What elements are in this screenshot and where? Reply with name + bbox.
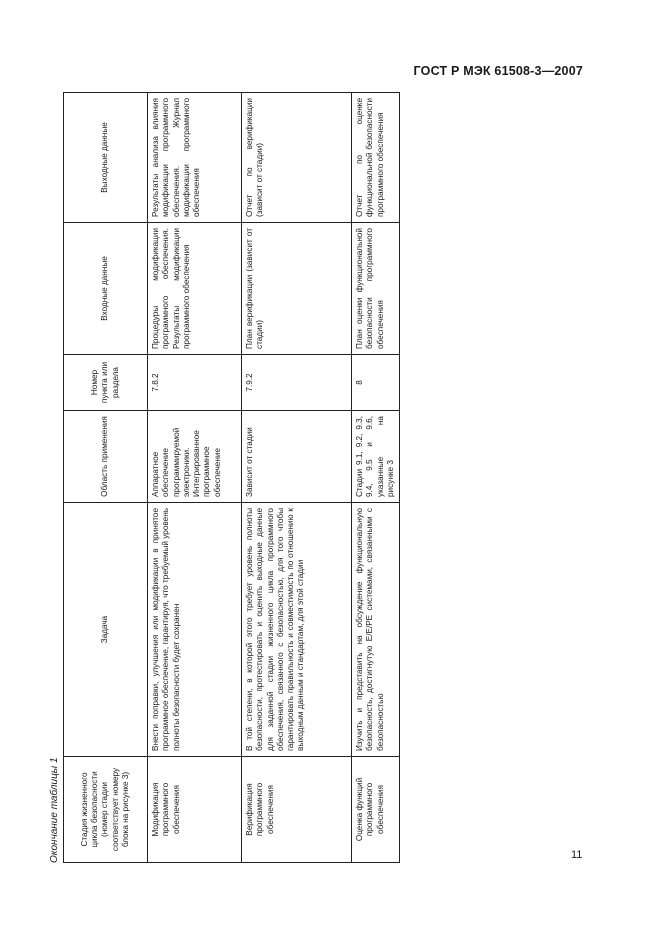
cell-clause: 7.9.2 [242, 355, 352, 411]
header-clause: Номер пункта или раздела [64, 355, 148, 411]
cell-clause: 8 [352, 355, 400, 411]
lifecycle-table [63, 92, 400, 863]
cell-stage: Модификация программного обеспечения [148, 757, 242, 863]
cell-inputs: План оценки функциональной безопасности программного обеспечения [352, 223, 400, 355]
cell-scope: Зависит от стадии [242, 411, 352, 503]
table-header-row [64, 93, 148, 863]
cell-outputs: Отчет по верификации (зависит от стадии) [242, 93, 352, 223]
header-scope: Область применения [64, 411, 148, 503]
cell-clause: 7.8.2 [148, 355, 242, 411]
cell-scope: Стадии 9.1, 9.2, 9.3, 9.4, 9.5 и 9.6, указанные на рисунке 3 [352, 411, 400, 503]
table-caption: Окончание таблицы 1 [49, 757, 60, 863]
header-stage: Стадия жизненного цикла безопасности (номер стадии соответствует номеру блока на рисунке 3) [64, 757, 148, 863]
table-row [242, 93, 352, 863]
cell-outputs: Отчет по оценке функциональной безопасности программного обеспечения [352, 93, 400, 223]
cell-outputs: Результаты анализа влияния модификации программного обеспечения. Журнал модификации программного обеспечения [148, 93, 242, 223]
page-number: 11 [571, 849, 583, 861]
rotated-table-block [49, 93, 395, 863]
document-code: ГОСТ Р МЭК 61508-3—2007 [413, 64, 583, 78]
header-inputs: Входные данные [64, 223, 148, 355]
cell-task: Изучить и представить на обсуждение функциональную безопасность, достигнутую E/E/PE системами, связанными с безопасностью [352, 503, 400, 757]
cell-task: В той степени, в которой этого требует уровень полноты безопасности, протестировать и оценить выходные данные для заданной стадии жизненного цикла программного обеспечения, связанного с безопасностью, для того чтобы гарантировать правильность и совместимость по отношению к выходным данным и стандартам, для этой стадии [242, 503, 352, 757]
cell-stage: Оценка функций программного обеспечения [352, 757, 400, 863]
table-row [148, 93, 242, 863]
table-row [352, 93, 400, 863]
cell-scope: Аппаратное обеспечение программируемой электроники. Интегрированное программное обеспечение [148, 411, 242, 503]
cell-inputs: Процедуры модификации программного обеспечения. Результаты модификации программного обеспечения [148, 223, 242, 355]
cell-stage: Верификация программного обеспечения [242, 757, 352, 863]
cell-task: Внести поправки, улучшения или модификации в принятое программное обеспечение, гарантируя, что требуемый уровень полноты безопасности будет сохранен [148, 503, 242, 757]
header-task: Задача [64, 503, 148, 757]
header-outputs: Выходные данные [64, 93, 148, 223]
cell-inputs: План верификации (зависит от стадии) [242, 223, 352, 355]
